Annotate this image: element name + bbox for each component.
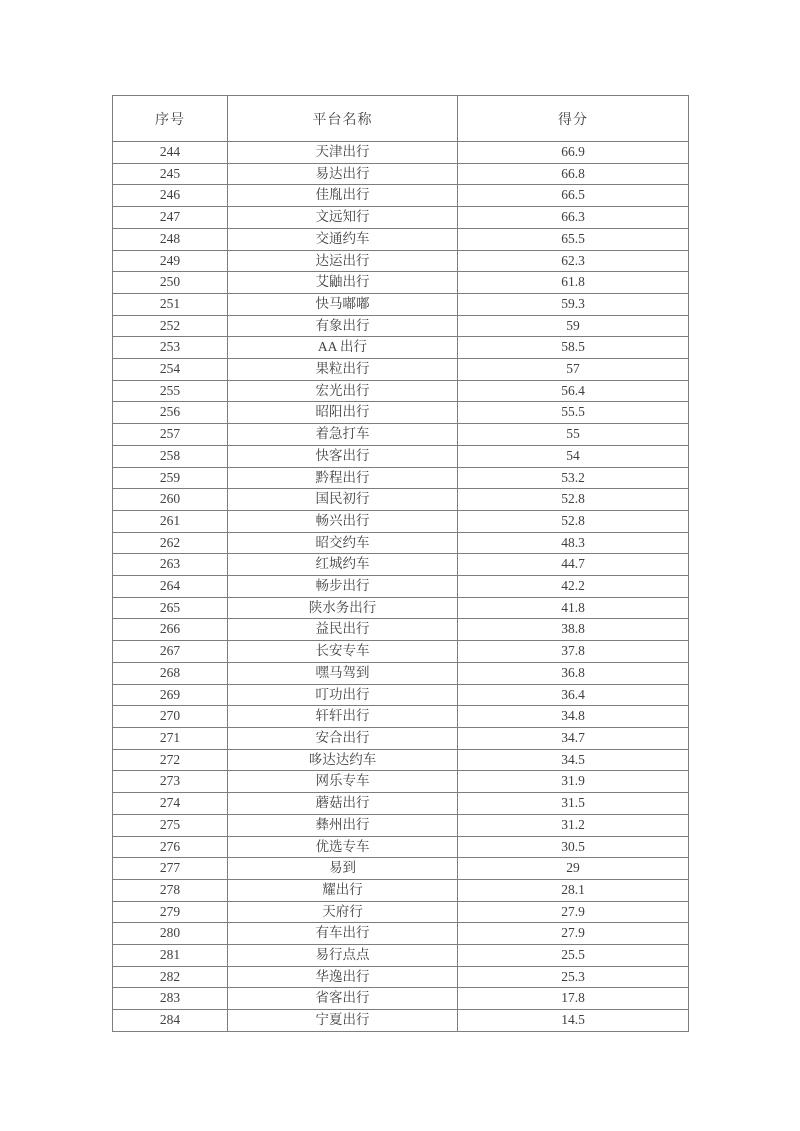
cell-index: 255: [113, 380, 228, 402]
cell-score: 62.3: [458, 250, 689, 272]
cell-platform-name: 达运出行: [228, 250, 458, 272]
cell-score: 66.9: [458, 142, 689, 164]
cell-platform-name: 红城约车: [228, 554, 458, 576]
cell-platform-name: 天津出行: [228, 142, 458, 164]
cell-index: 256: [113, 402, 228, 424]
table-row: [113, 424, 689, 446]
table-row: [113, 923, 689, 945]
cell-platform-name: 耀出行: [228, 879, 458, 901]
cell-platform-name: 文远知行: [228, 207, 458, 229]
table-row: [113, 684, 689, 706]
cell-score: 56.4: [458, 380, 689, 402]
cell-score: 34.8: [458, 706, 689, 728]
cell-score: 31.2: [458, 814, 689, 836]
cell-score: 41.8: [458, 597, 689, 619]
table-row: [113, 402, 689, 424]
cell-index: 246: [113, 185, 228, 207]
cell-index: 253: [113, 337, 228, 359]
cell-index: 263: [113, 554, 228, 576]
table-row: [113, 966, 689, 988]
cell-index: 267: [113, 641, 228, 663]
column-header-index: 序号: [113, 96, 228, 142]
cell-index: 268: [113, 662, 228, 684]
cell-index: 261: [113, 510, 228, 532]
cell-platform-name: 华逸出行: [228, 966, 458, 988]
cell-score: 27.9: [458, 923, 689, 945]
cell-platform-name: 交通约车: [228, 228, 458, 250]
cell-index: 281: [113, 945, 228, 967]
cell-index: 271: [113, 727, 228, 749]
cell-index: 259: [113, 467, 228, 489]
cell-platform-name: 易达出行: [228, 163, 458, 185]
cell-score: 17.8: [458, 988, 689, 1010]
cell-platform-name: 快客出行: [228, 445, 458, 467]
cell-score: 34.7: [458, 727, 689, 749]
cell-index: 244: [113, 142, 228, 164]
table-row: [113, 293, 689, 315]
cell-index: 260: [113, 489, 228, 511]
table-body: [113, 142, 689, 1032]
cell-score: 36.8: [458, 662, 689, 684]
cell-index: 265: [113, 597, 228, 619]
cell-platform-name: 宁夏出行: [228, 1010, 458, 1032]
cell-index: 264: [113, 576, 228, 598]
cell-platform-name: 长安专车: [228, 641, 458, 663]
cell-score: 55: [458, 424, 689, 446]
table-row: [113, 185, 689, 207]
cell-score: 48.3: [458, 532, 689, 554]
table-row: [113, 771, 689, 793]
table-row: [113, 641, 689, 663]
cell-index: 274: [113, 793, 228, 815]
table-row: [113, 380, 689, 402]
cell-platform-name: 昭交约车: [228, 532, 458, 554]
cell-score: 34.5: [458, 749, 689, 771]
cell-index: 270: [113, 706, 228, 728]
cell-platform-name: 轩轩出行: [228, 706, 458, 728]
cell-platform-name: 益民出行: [228, 619, 458, 641]
cell-index: 284: [113, 1010, 228, 1032]
cell-platform-name: 果粒出行: [228, 359, 458, 381]
cell-platform-name: 蘑菇出行: [228, 793, 458, 815]
cell-score: 66.5: [458, 185, 689, 207]
table-row: [113, 272, 689, 294]
cell-index: 279: [113, 901, 228, 923]
cell-index: 247: [113, 207, 228, 229]
table-row: [113, 489, 689, 511]
cell-platform-name: AA 出行: [228, 337, 458, 359]
cell-score: 31.5: [458, 793, 689, 815]
table-row: [113, 532, 689, 554]
table-row: [113, 445, 689, 467]
cell-score: 53.2: [458, 467, 689, 489]
cell-platform-name: 昭阳出行: [228, 402, 458, 424]
table-header: [113, 96, 689, 142]
table-row: [113, 510, 689, 532]
table-row: [113, 163, 689, 185]
table-header-row: [113, 96, 689, 142]
cell-score: 25.5: [458, 945, 689, 967]
cell-score: 44.7: [458, 554, 689, 576]
cell-platform-name: 有车出行: [228, 923, 458, 945]
table-row: [113, 879, 689, 901]
cell-platform-name: 着急打车: [228, 424, 458, 446]
cell-index: 252: [113, 315, 228, 337]
table-row: [113, 706, 689, 728]
table-row: [113, 228, 689, 250]
cell-index: 254: [113, 359, 228, 381]
cell-score: 27.9: [458, 901, 689, 923]
table-row: [113, 662, 689, 684]
cell-platform-name: 叮功出行: [228, 684, 458, 706]
cell-platform-name: 易行点点: [228, 945, 458, 967]
cell-score: 30.5: [458, 836, 689, 858]
table-row: [113, 359, 689, 381]
platform-score-table: [112, 95, 689, 1032]
table-row: [113, 554, 689, 576]
cell-index: 248: [113, 228, 228, 250]
cell-index: 249: [113, 250, 228, 272]
table-row: [113, 727, 689, 749]
cell-score: 38.8: [458, 619, 689, 641]
table-row: [113, 467, 689, 489]
table-row: [113, 814, 689, 836]
cell-platform-name: 黔程出行: [228, 467, 458, 489]
table-row: [113, 315, 689, 337]
table-row: [113, 576, 689, 598]
cell-index: 278: [113, 879, 228, 901]
cell-score: 61.8: [458, 272, 689, 294]
table-row: [113, 207, 689, 229]
table-row: [113, 793, 689, 815]
cell-score: 31.9: [458, 771, 689, 793]
table-row: [113, 945, 689, 967]
cell-index: 277: [113, 858, 228, 880]
table-row: [113, 749, 689, 771]
table-row: [113, 836, 689, 858]
cell-platform-name: 安合出行: [228, 727, 458, 749]
cell-index: 257: [113, 424, 228, 446]
cell-platform-name: 宏光出行: [228, 380, 458, 402]
cell-platform-name: 优选专车: [228, 836, 458, 858]
cell-platform-name: 畅步出行: [228, 576, 458, 598]
table-row: [113, 619, 689, 641]
cell-score: 25.3: [458, 966, 689, 988]
cell-platform-name: 有象出行: [228, 315, 458, 337]
cell-score: 14.5: [458, 1010, 689, 1032]
cell-index: 273: [113, 771, 228, 793]
cell-index: 245: [113, 163, 228, 185]
cell-platform-name: 彝州出行: [228, 814, 458, 836]
column-header-platform-name: 平台名称: [228, 96, 458, 142]
cell-platform-name: 畅兴出行: [228, 510, 458, 532]
cell-index: 282: [113, 966, 228, 988]
cell-index: 280: [113, 923, 228, 945]
table-row: [113, 142, 689, 164]
table-row: [113, 988, 689, 1010]
cell-score: 29: [458, 858, 689, 880]
table-row: [113, 1010, 689, 1032]
cell-score: 59.3: [458, 293, 689, 315]
cell-platform-name: 佳胤出行: [228, 185, 458, 207]
table-row: [113, 337, 689, 359]
cell-index: 272: [113, 749, 228, 771]
cell-score: 66.3: [458, 207, 689, 229]
cell-platform-name: 天府行: [228, 901, 458, 923]
cell-index: 283: [113, 988, 228, 1010]
cell-score: 52.8: [458, 489, 689, 511]
cell-score: 66.8: [458, 163, 689, 185]
cell-score: 42.2: [458, 576, 689, 598]
cell-platform-name: 省客出行: [228, 988, 458, 1010]
cell-score: 58.5: [458, 337, 689, 359]
table-row: [113, 901, 689, 923]
cell-index: 276: [113, 836, 228, 858]
cell-index: 258: [113, 445, 228, 467]
cell-index: 262: [113, 532, 228, 554]
cell-index: 250: [113, 272, 228, 294]
table-row: [113, 597, 689, 619]
cell-platform-name: 国民初行: [228, 489, 458, 511]
cell-platform-name: 快马嘟嘟: [228, 293, 458, 315]
column-header-score: 得分: [458, 96, 689, 142]
cell-score: 59: [458, 315, 689, 337]
cell-score: 52.8: [458, 510, 689, 532]
cell-score: 55.5: [458, 402, 689, 424]
table-row: [113, 858, 689, 880]
cell-score: 28.1: [458, 879, 689, 901]
cell-score: 57: [458, 359, 689, 381]
cell-index: 266: [113, 619, 228, 641]
cell-index: 251: [113, 293, 228, 315]
cell-platform-name: 陕水务出行: [228, 597, 458, 619]
cell-index: 269: [113, 684, 228, 706]
cell-platform-name: 网乐专车: [228, 771, 458, 793]
table-row: [113, 250, 689, 272]
cell-score: 54: [458, 445, 689, 467]
cell-score: 65.5: [458, 228, 689, 250]
cell-score: 36.4: [458, 684, 689, 706]
cell-platform-name: 嘿马驾到: [228, 662, 458, 684]
cell-platform-name: 艾鼬出行: [228, 272, 458, 294]
cell-score: 37.8: [458, 641, 689, 663]
cell-platform-name: 易到: [228, 858, 458, 880]
cell-platform-name: 哆达达约车: [228, 749, 458, 771]
cell-index: 275: [113, 814, 228, 836]
